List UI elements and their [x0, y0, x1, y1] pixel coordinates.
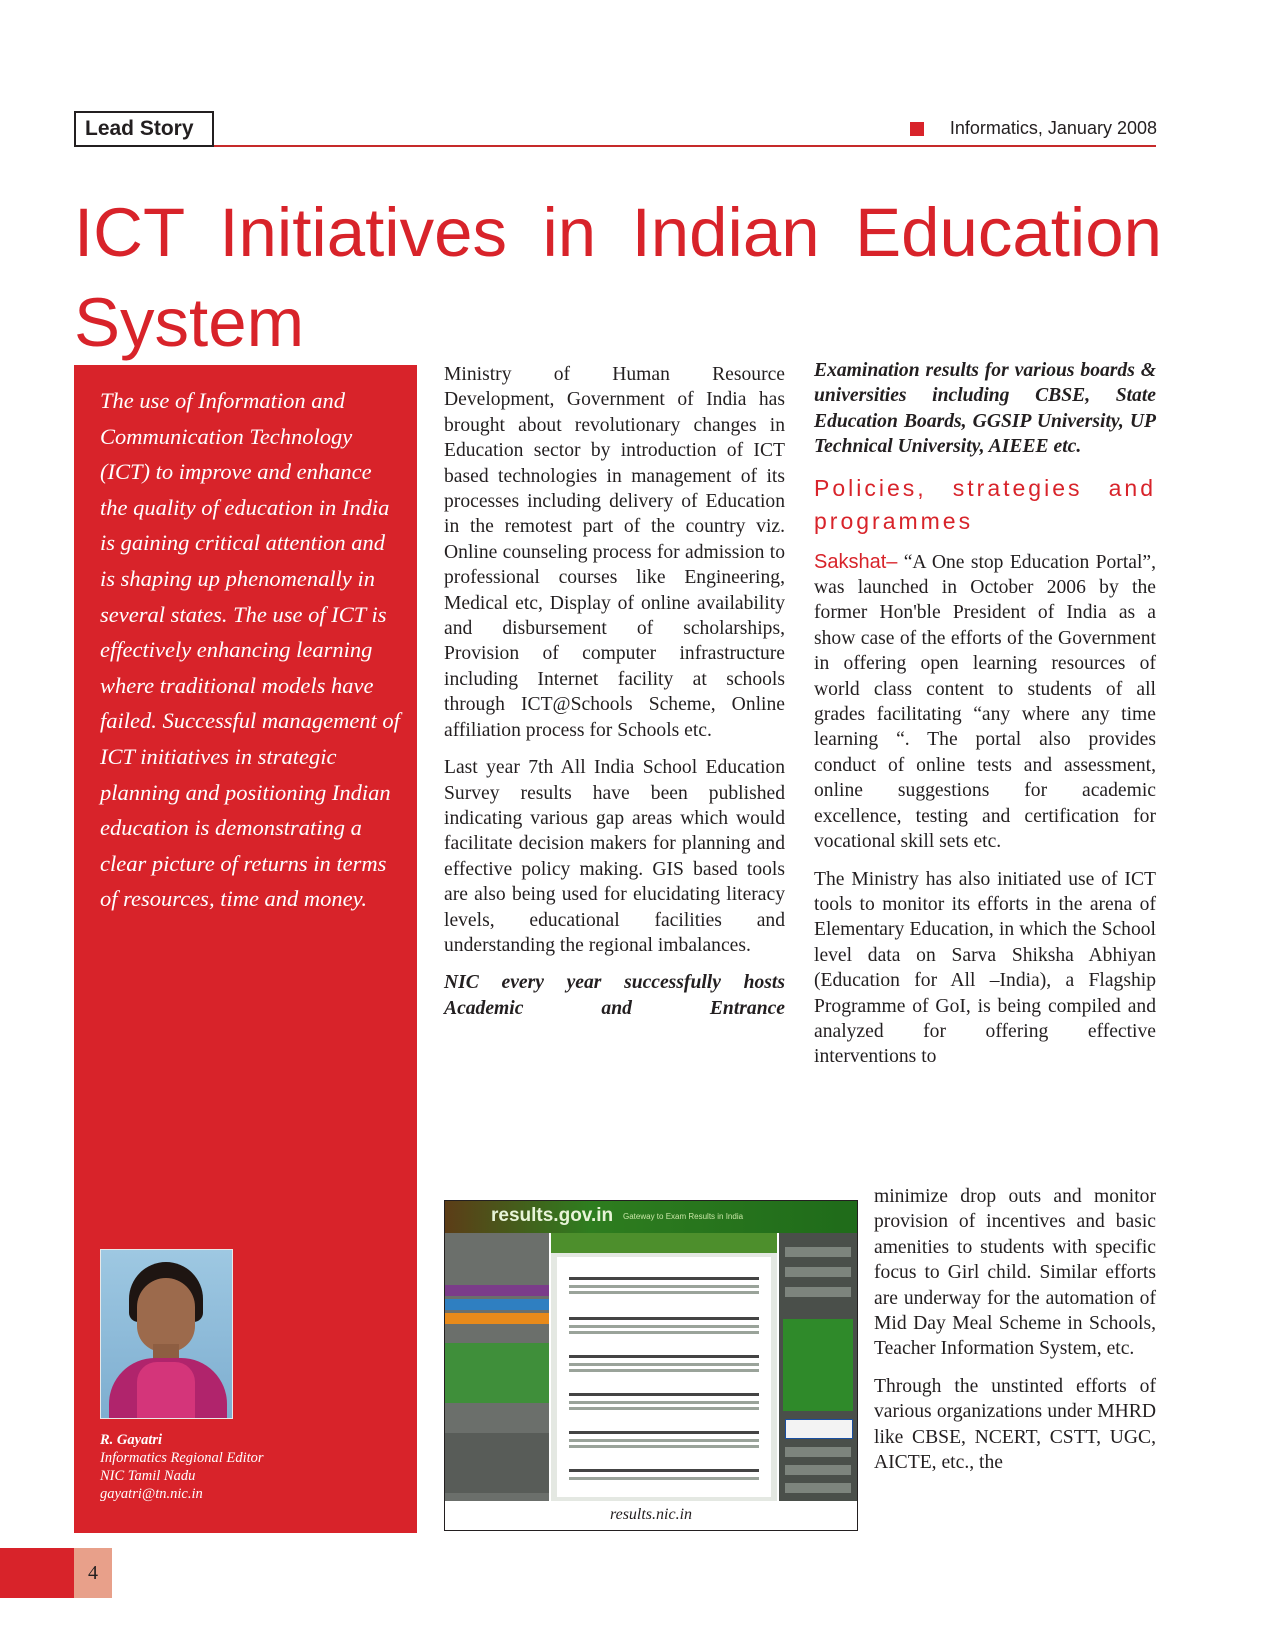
page-footer-bar [0, 1548, 74, 1598]
paragraph: minimize drop outs and monitor provision of incentives and basic amenities to students with specific focus to Girl child. Similar efforts are underway for the automation of Mid Day Meal Scheme in Schools, Teacher Information System, etc. [874, 1186, 1156, 1360]
red-square-icon [910, 122, 924, 136]
site-banner [445, 1201, 857, 1233]
sakshat-label: Sakshat– [814, 550, 898, 573]
author-org: NIC Tamil Nadu [100, 1468, 196, 1484]
paragraph: Sakshat– “A One stop Education Portal”, was launched in October 2006 by the former Hon'ble President of India as a show case of the efforts of the Government in offering open learning resources of world class content to students of all grades facilitating “any where any time learning “. The portal also provides conduct of online tests and assessment, online suggestions for academic excellence, testing and certification for vocational skill sets etc. [814, 550, 1156, 853]
author-email: gayatri@tn.nic.in [100, 1486, 203, 1502]
results-website-screenshot [444, 1200, 858, 1531]
author-name: R. Gayatri [100, 1432, 163, 1448]
section-label: Lead Story [74, 111, 214, 147]
column-right [814, 358, 1156, 1070]
paragraph: The Ministry has also initiated use of ICT tools to monitor its efforts in the arena of Elementary Education, in which the School level data on Sarva Shiksha Abhiyan (Education for All –India), a Flagship Programme of GoI, is being compiled and analyzed for offering effective interventions to [814, 868, 1156, 1068]
figure-caption: results.nic.in [609, 1506, 693, 1523]
site-tagline: Gateway to Exam Results in India [623, 1212, 744, 1221]
column-right-continued [874, 1184, 1156, 1487]
author-photo [100, 1249, 233, 1419]
paragraph: NIC every year successfully hosts Academic and Entrance [444, 972, 785, 1019]
paragraph: Last year 7th All India School Education Survey results have been published indicating various gap areas which would facilitate decision makers for planning and effective policy making. GIS based tools are also being used for elucidating literacy levels, educational facilities and understanding the regional imbalances. [444, 757, 785, 956]
header-rule [214, 145, 1156, 147]
site-logo: results.gov.in [491, 1205, 614, 1226]
author-block [100, 1431, 264, 1503]
pull-quote: The use of Information and Communication Technology (ICT) to improve and enhance the quality of education in India is gaining critical attention and is shaping up phenomenally in several states. The use of ICT is effectively enhancing learning where traditional models have failed. Successful management of ICT initiatives in strategic planning and positioning Indian education is demonstrating a clear picture of returns in terms of resources, time and money. [100, 388, 400, 912]
author-role: Informatics Regional Editor [100, 1450, 264, 1466]
article-title: ICT Initiatives in Indian Education System [74, 194, 1162, 361]
section-heading: Policies, strategies and programmes [814, 474, 1156, 534]
publication-info [910, 118, 1157, 139]
site-right-panel [779, 1233, 857, 1501]
column-middle [444, 362, 785, 1033]
site-sidebar [445, 1233, 549, 1501]
sidebar-panel [74, 365, 417, 1533]
paragraph: Ministry of Human Resource Development, Government of India has brought about revolutionary changes in Education sector by introduction of ICT based technologies in management of its processes including delivery of Education in the remotest part of the country viz. Online counseling process for admission to professional courses like Engineering, Medical etc, Display of online availability and disbursement of scholarships, Provision of computer infrastructure including Internet facility at schools through ICT@Schools Scheme, Online affiliation process for Schools etc. [444, 364, 785, 741]
site-main [551, 1233, 777, 1501]
publication-label: Informatics, January 2008 [949, 118, 1157, 138]
paragraph: Through the unstinted efforts of various organizations under MHRD like CBSE, NCERT, CSTT, UGC, AICTE, etc., the [874, 1375, 1156, 1474]
paragraph: Examination results for various boards & universities including CBSE, State Education Boards, GGSIP University, UP Technical University, AIEEE etc. [814, 360, 1156, 458]
page-number: 4 [74, 1548, 112, 1598]
